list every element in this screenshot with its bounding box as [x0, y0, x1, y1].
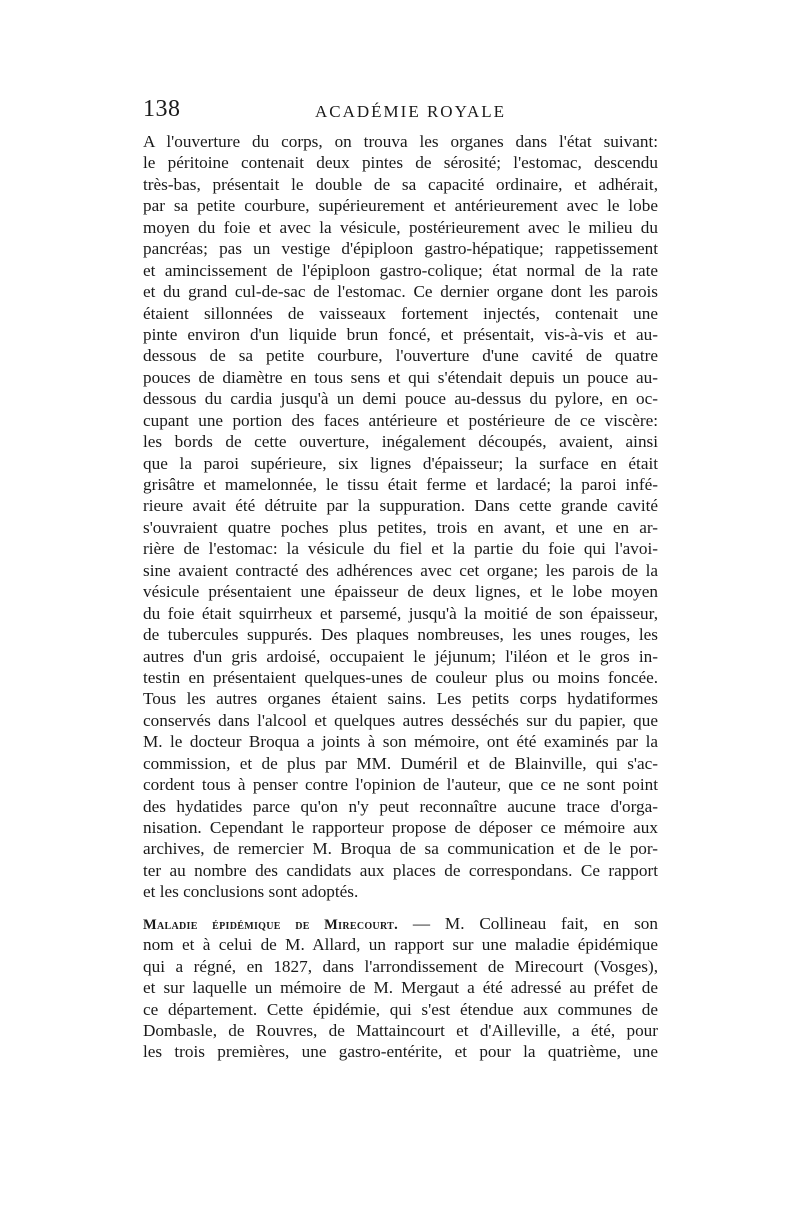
text-line: nom et à celui de M. Allard, un rapport sur une maladie épidémique — [143, 935, 658, 955]
paragraph-mirecourt-epidemic — [143, 913, 658, 1063]
text-line: les bords de cette ouverture, inégalement découpés, avaient, ainsi — [143, 432, 658, 452]
text-line: de tubercules suppurés. Des plaques nombreuses, les unes rouges, les — [143, 625, 658, 645]
text-line: pinte environ d'un liquide brun foncé, et présentait, vis-à-vis et au- — [143, 324, 658, 344]
text-line: s'ouvraient quatre poches plus petites, trois en avant, et une en ar- — [143, 517, 658, 537]
text-line: testin en présentaient quelques-unes de couleur plus ou moins foncée. — [143, 667, 658, 687]
text-line: que la paroi supérieure, six lignes d'épaisseur; la surface en était — [143, 453, 658, 473]
text-line: vésicule présentaient une épaisseur de deux lignes, et le lobe moyen — [143, 582, 658, 602]
text-line: cordent tous à penser contre l'opinion de l'auteur, que ce ne sont point — [143, 775, 658, 795]
text-line: ce département. Cette épidémie, qui s'est étendue aux communes de — [143, 999, 658, 1019]
text-line: dessous du cardia jusqu'à un demi pouce au-dessus du pylore, en oc- — [143, 389, 658, 409]
body-text — [143, 131, 658, 1063]
text-line: et amincissement de l'épiploon gastro-colique; état normal de la rate — [143, 260, 658, 280]
running-head: ACADÉMIE ROYALE — [315, 102, 507, 121]
text-line: autres d'un gris ardoisé, occupaient le jéjunum; l'iléon et le gros in- — [143, 646, 658, 666]
text-line: commission, et de plus par MM. Duméril et de Blainville, qui s'ac- — [143, 753, 658, 773]
text-line: et du grand cul-de-sac de l'estomac. Ce dernier organe dont les parois — [143, 282, 658, 302]
text-line: Dombasle, de Rouvres, de Mattaincourt et d'Ailleville, a été, pour — [143, 1020, 658, 1040]
text-line: les trois premières, une gastro-entérite, et pour la quatrième, une — [143, 1042, 658, 1062]
text-line: rière de l'estomac: la vésicule du fiel et la partie du foie qui l'avoi- — [143, 539, 658, 559]
text-line: M. le docteur Broqua a joints à son mémoire, ont été examinés par la — [143, 732, 658, 752]
text-line: et sur laquelle un mémoire de M. Mergaut a été adressé au préfet de — [143, 978, 658, 998]
page-number: 138 — [143, 96, 181, 122]
text-line: cupant une portion des faces antérieure et postérieure de ce viscère: — [143, 410, 658, 430]
text-line: par sa petite courbure, supérieurement et antérieurement avec le lobe — [143, 196, 658, 216]
text-line: archives, de remercier M. Broqua de sa communication et de le por- — [143, 839, 658, 859]
text-line: nisation. Cependant le rapporteur propose de déposer ce mémoire aux — [143, 818, 658, 837]
text-line: rieure avait été détruite par la suppuration. Dans cette grande cavité — [143, 496, 658, 516]
text-line: pancréas; pas un vestige d'épiploon gastro-hépatique; rappetissement — [143, 239, 658, 259]
paragraph-autopsy — [143, 131, 658, 903]
heading-continuation: — M. Collineau fait, en son — [412, 913, 658, 933]
text-line: pouces de diamètre en tous sens et qui s'étendait depuis un pouce au- — [143, 367, 658, 387]
text-line: très-bas, présentait le double de sa capacité ordinaire, et adhérait, — [143, 174, 658, 194]
text-line — [143, 913, 658, 934]
text-line: ter au nombre des candidats aux places de correspondans. Ce rapport — [143, 860, 658, 880]
text-line: dessous de sa petite courbure, l'ouverture d'une cavité de quatre — [143, 346, 658, 366]
text-line: A l'ouverture du corps, on trouva les organes dans l'état suivant: — [143, 132, 658, 151]
text-line: qui a régné, en 1827, dans l'arrondissement de Mirecourt (Vosges), — [143, 956, 658, 976]
text-line: le péritoine contenait deux pintes de sérosité; l'estomac, descendu — [143, 153, 658, 173]
section-heading: Maladie épidémique de Mirecourt. — [143, 916, 399, 933]
text-line: conservés dans l'alcool et quelques autres desséchés sur du papier, que — [143, 710, 658, 730]
text-line: étaient sillonnées de vaisseaux fortement injectés, contenait une — [143, 303, 658, 323]
page-header — [143, 96, 658, 126]
text-line: du foie était squirrheux et parsemé, jusqu'à la moitié de son épaisseur, — [143, 603, 658, 623]
text-line: Tous les autres organes étaient sains. Les petits corps hydatiformes — [143, 689, 658, 709]
text-line: des hydatides parce qu'on n'y peut reconnaître aucune trace d'orga- — [143, 796, 658, 816]
text-line: sine avaient contracté des adhérences avec cet organe; les parois de la — [143, 560, 658, 580]
text-line: moyen du foie et avec la vésicule, postérieurement avec le milieu du — [143, 217, 658, 237]
text-line: et les conclusions sont adoptés. — [143, 882, 359, 902]
text-line: grisâtre et mamelonnée, le tissu était ferme et lardacé; la paroi infé- — [143, 475, 658, 494]
